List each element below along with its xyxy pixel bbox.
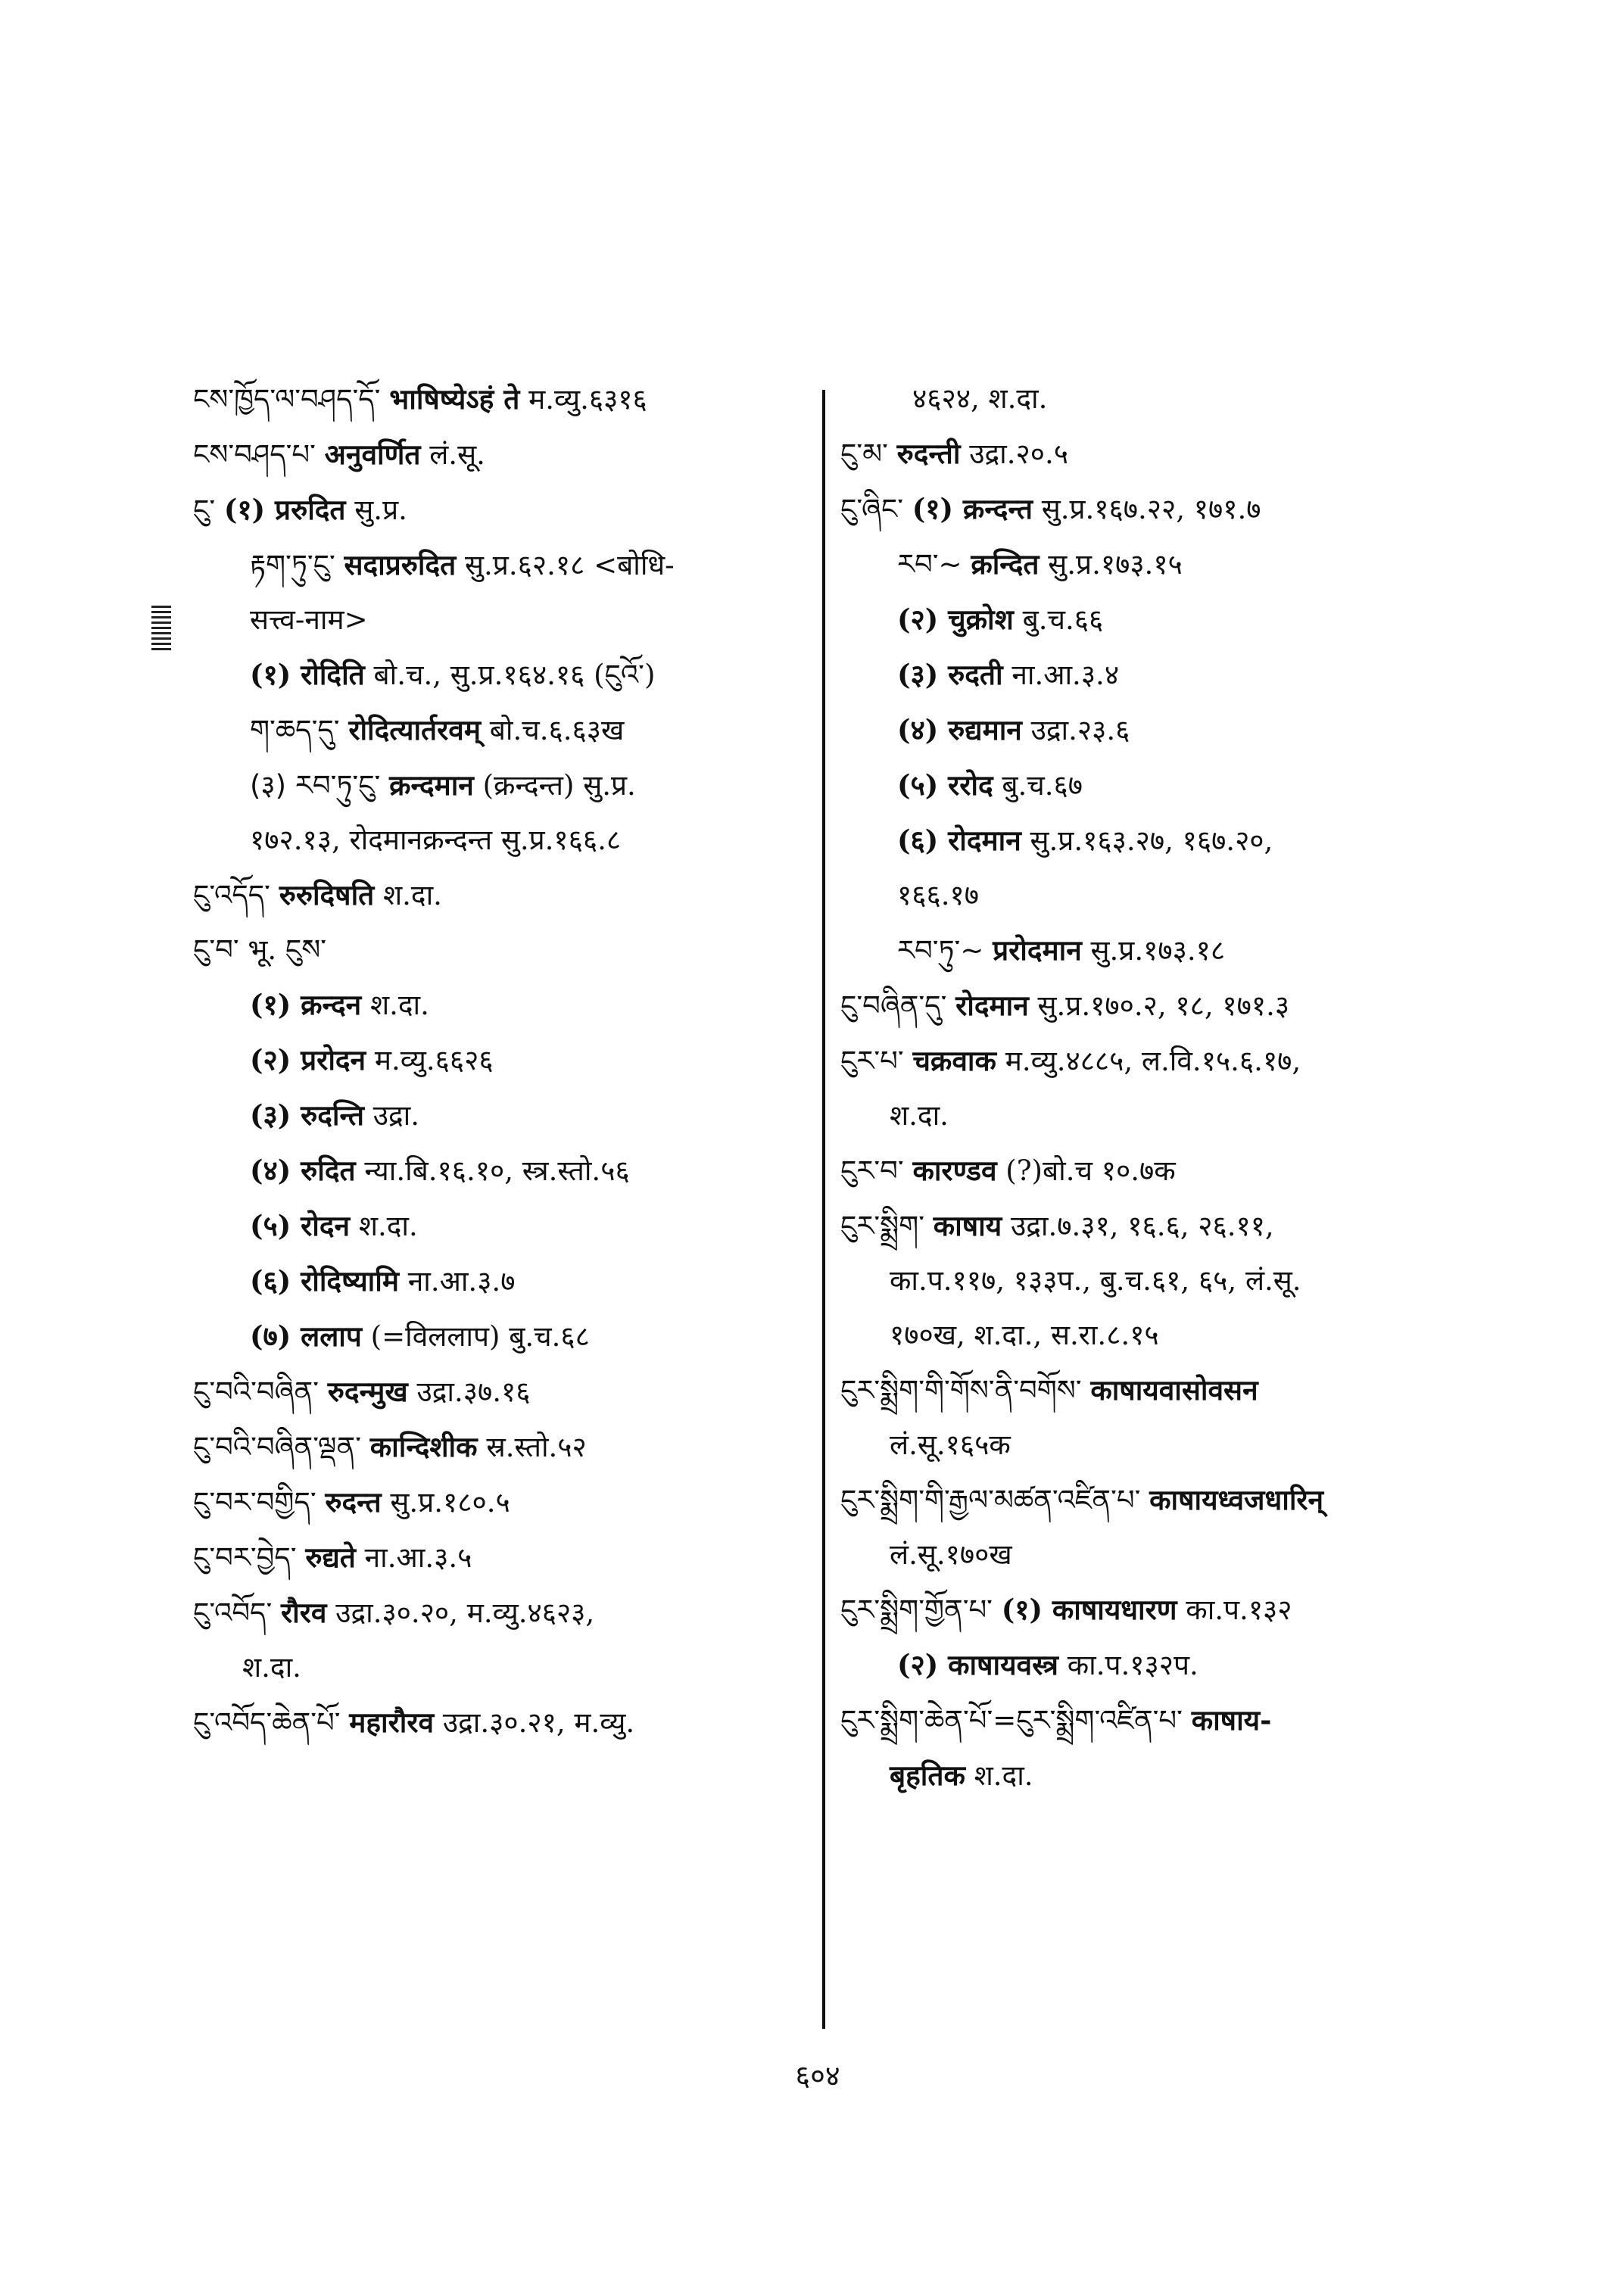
dictionary-line bbox=[840, 1044, 1476, 1078]
dictionary-line bbox=[840, 989, 1476, 1023]
tibetan-headword: ངུ་འདོད་ bbox=[193, 879, 270, 911]
sanskrit-equivalent: अनुवर्णित bbox=[324, 438, 421, 471]
reference: ना.आ.३.७ bbox=[407, 1265, 516, 1298]
tibetan-headword: ངུར་བ་ bbox=[840, 1154, 904, 1187]
sanskrit-equivalent: (१) प्ररुदित bbox=[223, 493, 346, 526]
sanskrit-equivalent: (७) ललाप bbox=[250, 1319, 362, 1353]
dictionary-line bbox=[840, 1154, 1476, 1188]
tibetan-headword: ངུ་ཞིང་ bbox=[840, 493, 904, 525]
sanskrit-equivalent: भाषिष्येऽहं ते bbox=[389, 382, 520, 416]
sanskrit-equivalent: (२) प्ररोदन bbox=[250, 1043, 366, 1076]
dictionary-line bbox=[193, 1485, 814, 1519]
sanskrit-equivalent: रोदमान bbox=[955, 989, 1029, 1022]
sanskrit-equivalent: कारण्डव bbox=[912, 1154, 997, 1187]
column-divider bbox=[822, 390, 825, 2029]
sanskrit-equivalent: बृहतिक bbox=[890, 1759, 965, 1792]
reference: का.प.१३२प. bbox=[1067, 1649, 1199, 1681]
dictionary-line bbox=[840, 382, 1476, 416]
dictionary-line bbox=[193, 713, 814, 747]
tibetan-headword: ངུ་བའི་བཞིན་ bbox=[193, 1375, 319, 1408]
reference: १६६.१७ bbox=[897, 879, 979, 911]
reference: ४६२४, श.दा. bbox=[912, 382, 1048, 415]
tibetan-headword: ངུ་ bbox=[193, 494, 216, 526]
reference: उद्रा.३०.२०, म.व्यु.४६२३, bbox=[335, 1597, 595, 1629]
tibetan-headword: ངུར་པ་ bbox=[840, 1045, 904, 1077]
dictionary-line bbox=[193, 382, 814, 416]
sanskrit-equivalent: रुदन्त bbox=[325, 1485, 382, 1519]
reference: उद्रा.३०.२१, म.व्यु. bbox=[442, 1706, 635, 1739]
tibetan-headword: ངུར་སྨྲིག་གྱོན་པ་ bbox=[840, 1594, 993, 1626]
tibetan-headword: ངས་ཁྱོད་ལ་བཤད་དོ་ bbox=[193, 383, 381, 416]
sanskrit-equivalent: रुरुदिषति bbox=[279, 878, 375, 911]
dictionary-line bbox=[193, 878, 814, 912]
dictionary-line bbox=[193, 1541, 814, 1575]
sanskrit-equivalent: (१) रोदिति bbox=[250, 658, 365, 691]
tibetan-headword: རབ་ཏུ་~ bbox=[897, 934, 984, 967]
reference: सत्त्व-नाम> bbox=[250, 603, 368, 636]
dictionary-line bbox=[193, 493, 814, 527]
reference: म.व्यु.४८८५, ल.वि.१५.६.१७, bbox=[1005, 1045, 1301, 1077]
sanskrit-equivalent: (६) रोदिष्यामि bbox=[250, 1264, 399, 1298]
dictionary-line bbox=[840, 658, 1476, 692]
dictionary-line bbox=[840, 437, 1476, 471]
dictionary-line bbox=[840, 1428, 1476, 1462]
tibetan-headword: རྟག་ཏུ་ངུ་ bbox=[250, 549, 335, 581]
sanskrit-equivalent: (५) ररोद bbox=[897, 768, 993, 802]
dictionary-line bbox=[193, 1596, 814, 1630]
sanskrit-equivalent: क्रन्दित bbox=[971, 547, 1040, 581]
sanskrit-equivalent: रोदित्यार्तरवम् bbox=[348, 713, 481, 746]
sanskrit-equivalent: काषाय bbox=[933, 1209, 1002, 1242]
sanskrit-equivalent: (६) रोदमान bbox=[897, 824, 1021, 857]
sanskrit-equivalent: चक्रवाक bbox=[912, 1044, 996, 1077]
dictionary-line bbox=[840, 603, 1476, 637]
reference: श.दा. bbox=[369, 989, 429, 1021]
reference: ना.आ.३.४ bbox=[1011, 659, 1120, 691]
tibetan-headword: ངུ་བཞིན་དུ་ bbox=[840, 989, 947, 1022]
dictionary-line bbox=[840, 1483, 1476, 1517]
sanskrit-equivalent: (२) काषायवस्त्र bbox=[897, 1648, 1058, 1681]
tibetan-headword: ངུ་བར་བགྱིད་ bbox=[193, 1486, 316, 1519]
dictionary-line bbox=[193, 1154, 814, 1188]
right-column bbox=[840, 382, 1476, 1814]
tibetan-headword: (३) རབ་ཏུ་ངུ་ bbox=[250, 769, 381, 802]
reference: बु.च.६७ bbox=[1002, 769, 1083, 802]
reference: श.दा. bbox=[383, 879, 442, 911]
dictionary-line bbox=[193, 603, 814, 637]
reference: भू. ངུས་ bbox=[248, 933, 327, 966]
reference: स्र.स्तो.५२ bbox=[486, 1431, 587, 1463]
dictionary-line bbox=[193, 1209, 814, 1243]
tibetan-headword: ངུ་བའི་བཞིན་ལྡན་ bbox=[193, 1431, 361, 1463]
tibetan-headword: ངུ་བ་ bbox=[193, 933, 239, 966]
dictionary-line bbox=[840, 1703, 1476, 1737]
reference: (?)बो.च १०.७क bbox=[1005, 1154, 1176, 1187]
reference: १७२.१३, रोदमानक्रन्दन्त सु.प्र.१६६.८ bbox=[250, 824, 622, 856]
sanskrit-equivalent: महारौरव bbox=[349, 1706, 435, 1739]
reference: श.दा. bbox=[890, 1099, 949, 1132]
sanskrit-equivalent: रुदन्मुख bbox=[327, 1375, 408, 1408]
dictionary-line bbox=[193, 1264, 814, 1298]
reference: बु.च.६६ bbox=[1022, 603, 1104, 636]
dictionary-line bbox=[840, 492, 1476, 526]
reference: लं.सू.१६५क bbox=[890, 1428, 1011, 1461]
dictionary-line bbox=[193, 988, 814, 1022]
reference: बो.च., सु.प्र.१६४.१६ (ངུའོ་) bbox=[373, 659, 656, 691]
tibetan-headword: ངུར་སྨྲིག་ bbox=[840, 1210, 924, 1242]
sanskrit-equivalent: रुदन्ती bbox=[896, 437, 961, 470]
dictionary-line bbox=[193, 1043, 814, 1077]
tibetan-headword: ངུ་མ་ bbox=[840, 438, 888, 470]
dictionary-line bbox=[840, 547, 1476, 581]
reference: न्या.बि.१६.१०, स्त्र.स्तो.५६ bbox=[364, 1154, 630, 1187]
reference: १७०ख, श.दा., स.रा.८.१५ bbox=[890, 1319, 1159, 1351]
sanskrit-equivalent: (४) रुदित bbox=[250, 1154, 356, 1187]
tibetan-headword: ངུར་སྨྲིག་ཆེན་པོ་=ངུར་སྨྲིག་འཛིན་པ་ bbox=[840, 1704, 1183, 1737]
dictionary-line bbox=[193, 1706, 814, 1740]
left-column bbox=[193, 382, 814, 1761]
sanskrit-equivalent: (४) रुद्यमान bbox=[897, 713, 1022, 746]
reference: उद्रा. bbox=[372, 1099, 420, 1132]
dictionary-line bbox=[840, 879, 1476, 912]
dictionary-line bbox=[840, 1538, 1476, 1572]
tibetan-headword: ངས་བཤད་པ་ bbox=[193, 438, 316, 471]
sanskrit-equivalent: (१) क्रन्दन bbox=[250, 988, 362, 1021]
dictionary-line bbox=[840, 1099, 1476, 1132]
dictionary-line bbox=[193, 1651, 814, 1684]
reference: बो.च.६.६३ख bbox=[489, 714, 625, 746]
sanskrit-equivalent: काषायवासोवसन bbox=[1090, 1373, 1258, 1407]
dictionary-line bbox=[840, 713, 1476, 747]
dictionary-line bbox=[193, 1430, 814, 1464]
reference: श.दा. bbox=[242, 1651, 301, 1684]
tibetan-headword: ངུ་འབོད་ཆེན་པོ་ bbox=[193, 1706, 341, 1739]
dictionary-line bbox=[840, 933, 1476, 967]
sanskrit-equivalent: (३) रुदती bbox=[897, 658, 1003, 691]
sanskrit-equivalent: कान्दिशीक bbox=[369, 1430, 478, 1463]
sanskrit-equivalent: काषायध्वजधारिन् bbox=[1149, 1483, 1324, 1516]
sanskrit-equivalent: (१) क्रन्दन्त bbox=[912, 492, 1033, 525]
reference: म.व्यु.६६२६ bbox=[374, 1044, 494, 1076]
reference: सु.प्र.१८०.५ bbox=[390, 1486, 510, 1519]
tibetan-headword: ངུ་བར་བྱེད་ bbox=[193, 1541, 297, 1574]
reference: उद्रा.३७.१६ bbox=[416, 1375, 531, 1408]
margin-mark bbox=[151, 606, 171, 651]
dictionary-line bbox=[193, 658, 814, 692]
tibetan-headword: རབ་~ bbox=[897, 548, 962, 581]
reference: उद्रा.२३.६ bbox=[1030, 714, 1130, 746]
reference: का.प.१३२ bbox=[1186, 1594, 1292, 1626]
reference: सु.प्र.१७३.१८ bbox=[1090, 934, 1226, 967]
sanskrit-equivalent: सदाप्ररुदित bbox=[344, 548, 457, 581]
sanskrit-equivalent: (३) रुदन्ति bbox=[250, 1098, 364, 1132]
sanskrit-equivalent: काषाय- bbox=[1191, 1703, 1272, 1737]
sanskrit-equivalent: रुद्यते bbox=[305, 1541, 356, 1574]
reference: उद्रा.७.३१, १६.६, २६.११, bbox=[1010, 1210, 1274, 1242]
dictionary-line bbox=[840, 1373, 1476, 1407]
tibetan-headword: ངུ་འབོད་ bbox=[193, 1597, 273, 1629]
dictionary-line bbox=[193, 1319, 814, 1354]
dictionary-line bbox=[840, 768, 1476, 802]
dictionary-line bbox=[840, 1209, 1476, 1243]
reference: म.व्यु.६३१६ bbox=[528, 383, 647, 416]
reference: ना.आ.३.५ bbox=[364, 1541, 472, 1574]
reference: श.दा. bbox=[974, 1759, 1033, 1792]
sanskrit-equivalent: (२) चुक्रोश bbox=[897, 603, 1014, 636]
reference: सु.प्र.१७३.१५ bbox=[1048, 548, 1183, 581]
reference: सु.प्र.१६३.२७, १६७.२०, bbox=[1030, 824, 1273, 857]
dictionary-line bbox=[840, 1264, 1476, 1298]
tibetan-headword: ངུར་སྨྲིག་གི་གོས་ནི་བགོས་ bbox=[840, 1374, 1082, 1407]
dictionary-line bbox=[193, 548, 814, 582]
sanskrit-equivalent: क्रन्दमान bbox=[389, 768, 474, 802]
dictionary-line bbox=[840, 1648, 1476, 1682]
reference: सु.प्र.६२.१८ <बोधि- bbox=[465, 549, 675, 581]
reference: उद्रा.२०.५ bbox=[969, 438, 1068, 470]
page-number: ६०४ bbox=[795, 2059, 840, 2092]
tibetan-headword: ག་ཆད་དུ་ bbox=[250, 714, 340, 746]
dictionary-line bbox=[193, 438, 814, 472]
sanskrit-equivalent: (१) काषायधारण bbox=[1001, 1593, 1177, 1626]
reference: का.प.११७, १३३प., बु.च.६१, ६५, लं.सू. bbox=[890, 1264, 1301, 1297]
reference: (=विललाप) बु.च.६८ bbox=[370, 1320, 590, 1353]
dictionary-line bbox=[193, 1375, 814, 1409]
sanskrit-equivalent: (५) रोदन bbox=[250, 1209, 351, 1242]
reference: लं.सू. bbox=[429, 438, 485, 471]
dictionary-line bbox=[193, 933, 814, 967]
tibetan-headword: ངུར་སྨྲིག་གི་རྒྱལ་མཚན་འཛིན་པ་ bbox=[840, 1484, 1141, 1516]
reference: सु.प्र.१६७.२२, १७१.७ bbox=[1041, 493, 1261, 525]
reference: लं.सू.१७०ख bbox=[890, 1538, 1012, 1571]
dictionary-line bbox=[840, 824, 1476, 858]
reference: सु.प्र. bbox=[354, 494, 407, 526]
dictionary-line bbox=[840, 1759, 1476, 1793]
reference: श.दा. bbox=[358, 1210, 418, 1242]
dictionary-line bbox=[193, 1098, 814, 1132]
sanskrit-equivalent: रौरव bbox=[281, 1596, 327, 1629]
dictionary-line bbox=[193, 768, 814, 802]
dictionary-line bbox=[840, 1319, 1476, 1352]
sanskrit-equivalent: प्ररोदमान bbox=[993, 933, 1082, 967]
reference: सु.प्र.१७०.२, १८, १७१.३ bbox=[1037, 989, 1290, 1022]
dictionary-line bbox=[193, 824, 814, 857]
reference: (क्रन्दन्त) सु.प्र. bbox=[482, 769, 636, 802]
dictionary-line bbox=[840, 1593, 1476, 1627]
